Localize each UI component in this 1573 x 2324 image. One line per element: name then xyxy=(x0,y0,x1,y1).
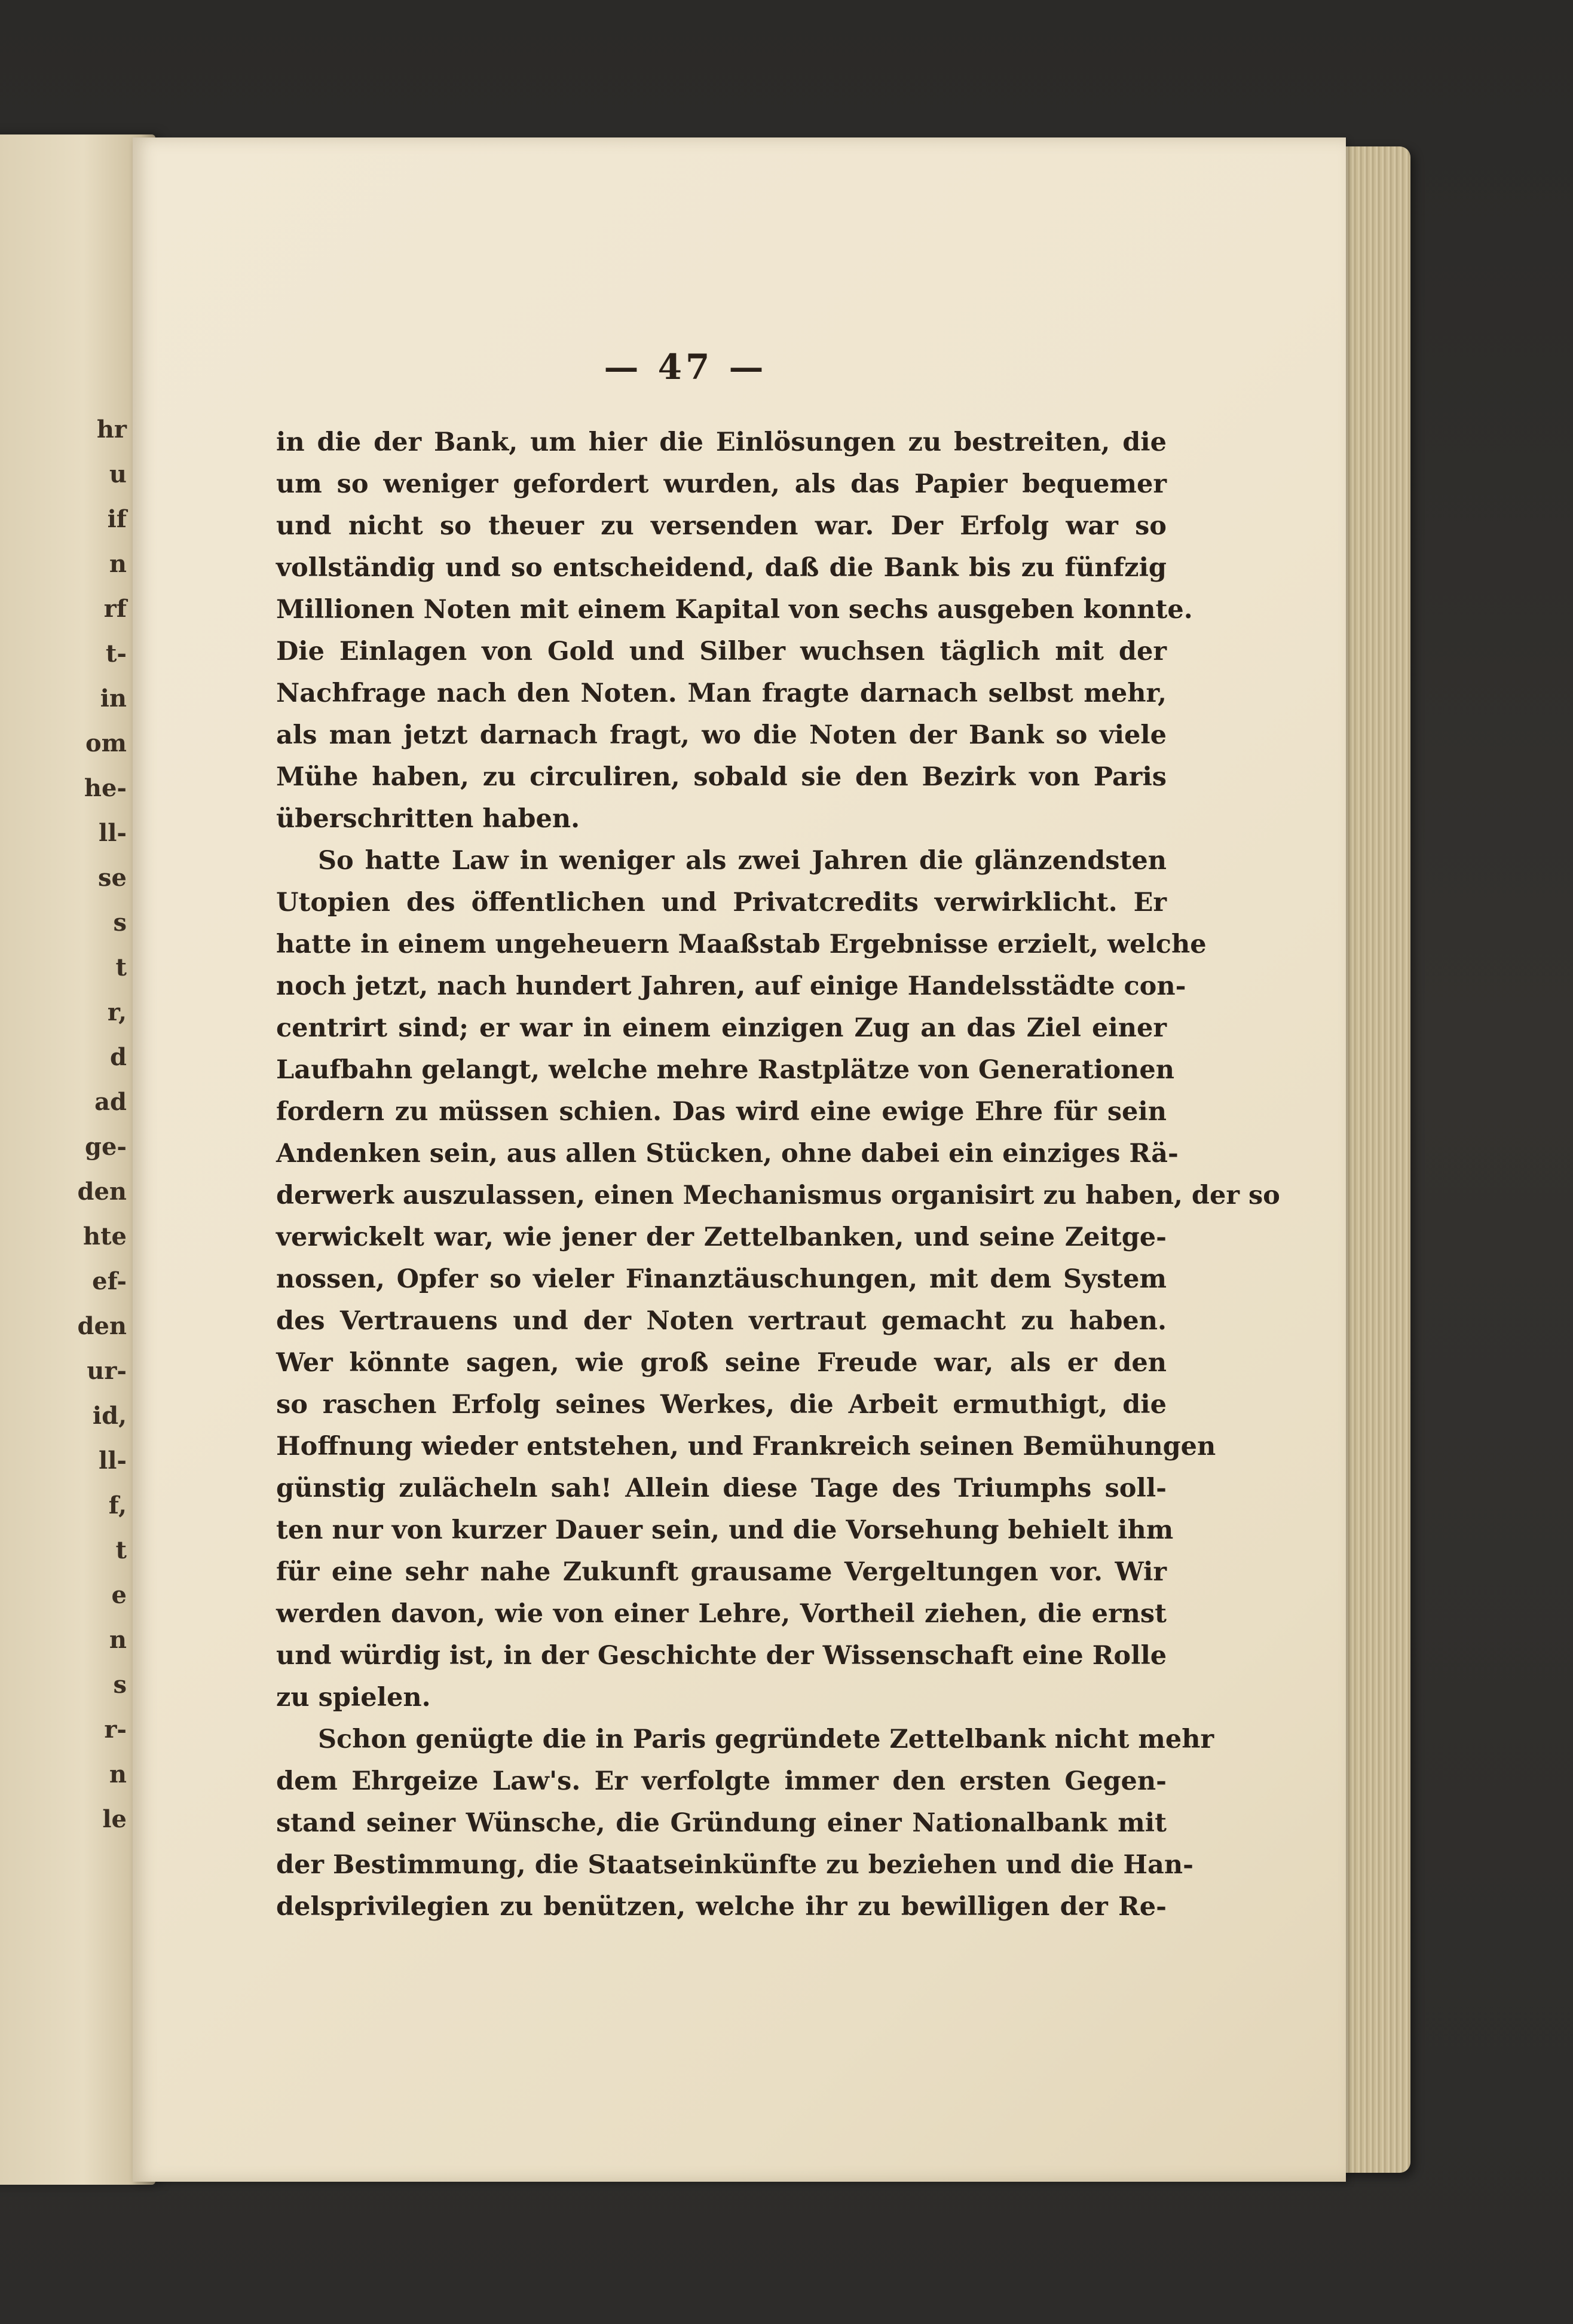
text-line: Laufbahn gelangt, welche mehre Rastplätze von Generationen xyxy=(276,1055,1175,1085)
text-line: derwerk auszulassen, einen Mechanismus organisirt zu haben, der so xyxy=(276,1181,1280,1210)
text-line: noch jetzt, nach hundert Jahren, auf einige Handelsstädte con- xyxy=(276,971,1186,1001)
left-page-fragment: n xyxy=(109,1626,127,1654)
text-line: der Bestimmung, die Staatseinkünfte zu beziehen und die Han- xyxy=(276,1850,1194,1880)
text-line: und nicht so theuer zu versenden war. Der Erfolg war so xyxy=(276,511,1167,541)
text-line: Hoffnung wieder entstehen, und Frankreich seinen Bemühungen xyxy=(276,1432,1216,1461)
left-page-fragment: if xyxy=(107,505,127,533)
left-page-fragment: t- xyxy=(105,640,127,668)
left-page-fragment: ef- xyxy=(92,1267,127,1295)
page-number: — 47 — xyxy=(604,347,767,387)
text-line: Wer könnte sagen, wie groß seine Freude war, als er den xyxy=(276,1348,1167,1378)
text-line: Die Einlagen von Gold und Silber wuchsen täglich mit der xyxy=(276,637,1167,666)
text-line: Mühe haben, zu circuliren, sobald sie den Bezirk von Paris xyxy=(276,762,1167,792)
text-line: für eine sehr nahe Zukunft grausame Vergeltungen vor. Wir xyxy=(276,1557,1167,1587)
text-line: als man jetzt darnach fragt, wo die Noten der Bank so viele xyxy=(276,720,1167,750)
left-page-margin-text xyxy=(0,134,155,2185)
text-line: überschritten haben. xyxy=(276,804,580,834)
text-line: so raschen Erfolg seines Werkes, die Arbeit ermuthigt, die xyxy=(276,1390,1167,1420)
left-page-fragment: r, xyxy=(107,998,127,1026)
text-line: fordern zu müssen schien. Das wird eine ewige Ehre für sein xyxy=(276,1097,1167,1127)
left-page-fragment: om xyxy=(85,729,127,757)
left-page-fragment: rf xyxy=(103,595,127,623)
text-line: werden davon, wie von einer Lehre, Vortheil ziehen, die ernst xyxy=(276,1599,1167,1629)
left-page-fragment: d xyxy=(110,1043,127,1071)
left-page-fragment: den xyxy=(77,1178,127,1206)
left-page-fragment: f, xyxy=(108,1491,127,1519)
left-page xyxy=(0,134,155,2185)
text-line: stand seiner Wünsche, die Gründung einer Nationalbank mit xyxy=(276,1808,1167,1838)
left-page-fragment: ur- xyxy=(87,1357,127,1385)
text-line: delsprivilegien zu benützen, welche ihr zu bewilligen der Re- xyxy=(276,1892,1167,1922)
left-page-fragment: t xyxy=(115,953,127,981)
text-line: So hatte Law in weniger als zwei Jahren die glänzendsten xyxy=(318,846,1167,876)
left-page-fragment: he- xyxy=(84,774,127,802)
left-page-fragment: ad xyxy=(94,1088,127,1116)
text-line: Andenken sein, aus allen Stücken, ohne dabei ein einziges Rä- xyxy=(276,1139,1179,1169)
text-line: günstig zulächeln sah! Allein diese Tage des Triumphs soll- xyxy=(276,1473,1167,1503)
left-page-fragment: den xyxy=(77,1312,127,1340)
text-line: vollständig und so entscheidend, daß die Bank bis zu fünfzig xyxy=(276,553,1167,583)
right-page xyxy=(133,137,1346,2182)
left-page-fragment: in xyxy=(100,684,127,713)
text-line: zu spielen. xyxy=(276,1683,431,1713)
left-page-fragment: ll- xyxy=(99,1447,127,1475)
left-page-fragment: ll- xyxy=(99,819,127,847)
text-line: in die der Bank, um hier die Einlösungen zu bestreiten, die xyxy=(276,427,1167,457)
text-line: ten nur von kurzer Dauer sein, und die Vorsehung behielt ihm xyxy=(276,1515,1174,1545)
left-page-fragment: ge- xyxy=(84,1133,127,1161)
text-line: Nachfrage nach den Noten. Man fragte darnach selbst mehr, xyxy=(276,678,1167,708)
left-page-fragment: t xyxy=(115,1536,127,1564)
text-line: dem Ehrgeize Law's. Er verfolgte immer den ersten Gegen- xyxy=(276,1766,1167,1796)
left-page-fragment: hr xyxy=(96,415,127,444)
left-page-fragment: se xyxy=(98,864,127,892)
left-page-fragment: hte xyxy=(82,1222,127,1250)
text-line: Millionen Noten mit einem Kapital von sechs ausgeben konnte. xyxy=(276,595,1193,625)
left-page-fragment: s xyxy=(113,1671,127,1699)
body-text xyxy=(276,421,1280,1928)
text-line: und würdig ist, in der Geschichte der Wissenschaft eine Rolle xyxy=(276,1641,1167,1671)
text-line: centrirt sind; er war in einem einzigen Zug an das Ziel einer xyxy=(276,1013,1167,1043)
text-line: Schon genügte die in Paris gegründete Zettelbank nicht mehr xyxy=(318,1724,1214,1754)
text-line: um so weniger gefordert wurden, als das Papier bequemer xyxy=(276,469,1167,499)
left-page-fragment: le xyxy=(102,1805,127,1833)
left-page-fragment: r- xyxy=(104,1716,127,1744)
text-line: des Vertrauens und der Noten vertraut gemacht zu haben. xyxy=(276,1306,1167,1336)
left-page-fragment: n xyxy=(109,550,127,578)
left-page-fragment: e xyxy=(111,1581,127,1609)
left-page-fragment: s xyxy=(113,909,127,937)
left-page-fragment: id, xyxy=(92,1402,127,1430)
left-page-fragment: n xyxy=(109,1760,127,1788)
text-line: nossen, Opfer so vieler Finanztäuschungen, mit dem System xyxy=(276,1264,1167,1294)
text-line: verwickelt war, wie jener der Zettelbanken, und seine Zeitge- xyxy=(276,1222,1167,1252)
text-line: Utopien des öffentlichen und Privatcredits verwirklicht. Er xyxy=(276,888,1167,918)
text-line: hatte in einem ungeheuern Maaßstab Ergebnisse erzielt, welche xyxy=(276,929,1207,959)
left-page-fragment: u xyxy=(109,460,127,488)
